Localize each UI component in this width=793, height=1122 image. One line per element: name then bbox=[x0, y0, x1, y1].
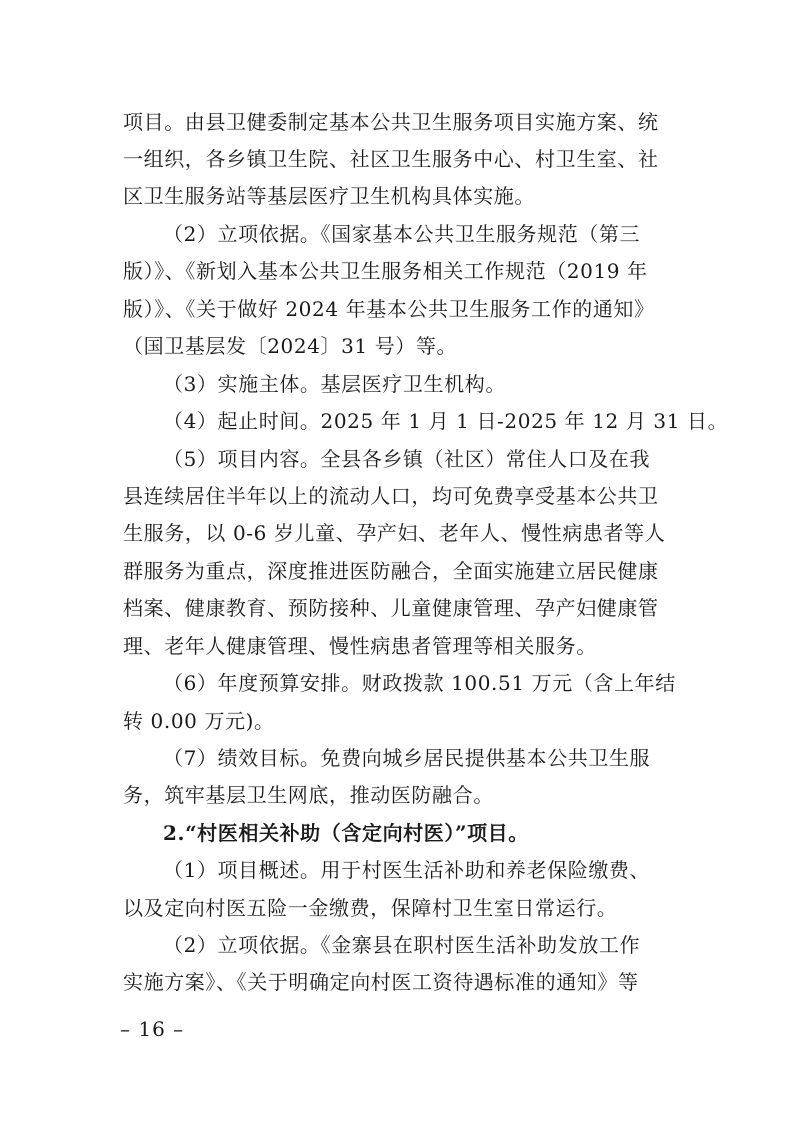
body-text-line: （7）绩效目标。免费向城乡居民提供基本公共卫生服 bbox=[163, 746, 651, 770]
body-text-line: 务，筑牢基层卫生网底，推动医防融合。 bbox=[123, 783, 494, 807]
body-text-line: 生服务，以 0-6 岁儿童、孕产妇、老年人、慢性病患者等人 bbox=[123, 521, 666, 545]
body-text-line: （4）起止时间。2025 年 1 月 1 日-2025 年 12 月 31 日。 bbox=[163, 409, 729, 433]
body-text-line: （2）立项依据。《金寨县在职村医生活补助发放工作 bbox=[163, 933, 641, 957]
page-number: – 16 – bbox=[120, 1017, 185, 1041]
body-text-line: （1）项目概述。用于村医生活补助和养老保险缴费、 bbox=[163, 858, 651, 882]
body-text-line: （3）实施主体。基层医疗卫生机构。 bbox=[163, 372, 506, 396]
body-text-line: 理、老年人健康管理、慢性病患者管理等相关服务。 bbox=[123, 634, 597, 658]
body-text-line: 以及定向村医五险一金缴费，保障村卫生室日常运行。 bbox=[123, 896, 618, 920]
body-text-line: （2）立项依据。《国家基本公共卫生服务规范（第三 bbox=[163, 222, 641, 246]
body-text-line: 一组织，各乡镇卫生院、社区卫生服务中心、村卫生室、社 bbox=[123, 147, 659, 171]
body-text-line: 档案、健康教育、预防接种、儿童健康管理、孕产妇健康管 bbox=[123, 596, 659, 620]
body-text-line: 群服务为重点，深度推进医防融合，全面实施建立居民健康 bbox=[123, 559, 659, 583]
body-text-line: 项目。由县卫健委制定基本公共卫生服务项目实施方案、统 bbox=[123, 110, 659, 134]
section-heading: 2.“村医相关补助（含定向村医）”项目。 bbox=[163, 821, 529, 845]
body-text-line: 版）》、《新划入基本公共卫生服务相关工作规范（2019 年 bbox=[123, 259, 648, 283]
body-text-line: 版）》、《关于做好 2024 年基本公共卫生服务工作的通知》 bbox=[123, 297, 655, 321]
body-text-line: 转 0.00 万元)。 bbox=[123, 709, 275, 733]
body-text-line: 实施方案》、《关于明确定向村医工资待遇标准的通知》等 bbox=[123, 970, 639, 994]
body-text-line: （6）年度预算安排。财政拨款 100.51 万元（含上年结 bbox=[163, 671, 676, 695]
body-text-line: （5）项目内容。全县各乡镇（社区）常住人口及在我 bbox=[163, 447, 651, 471]
body-text-line: 县连续居住半年以上的流动人口，均可免费享受基本公共卫 bbox=[123, 484, 659, 508]
body-text-line: （国卫基层发〔2024〕31 号）等。 bbox=[123, 334, 458, 358]
body-text-line: 区卫生服务站等基层医疗卫生机构具体实施。 bbox=[123, 184, 535, 208]
